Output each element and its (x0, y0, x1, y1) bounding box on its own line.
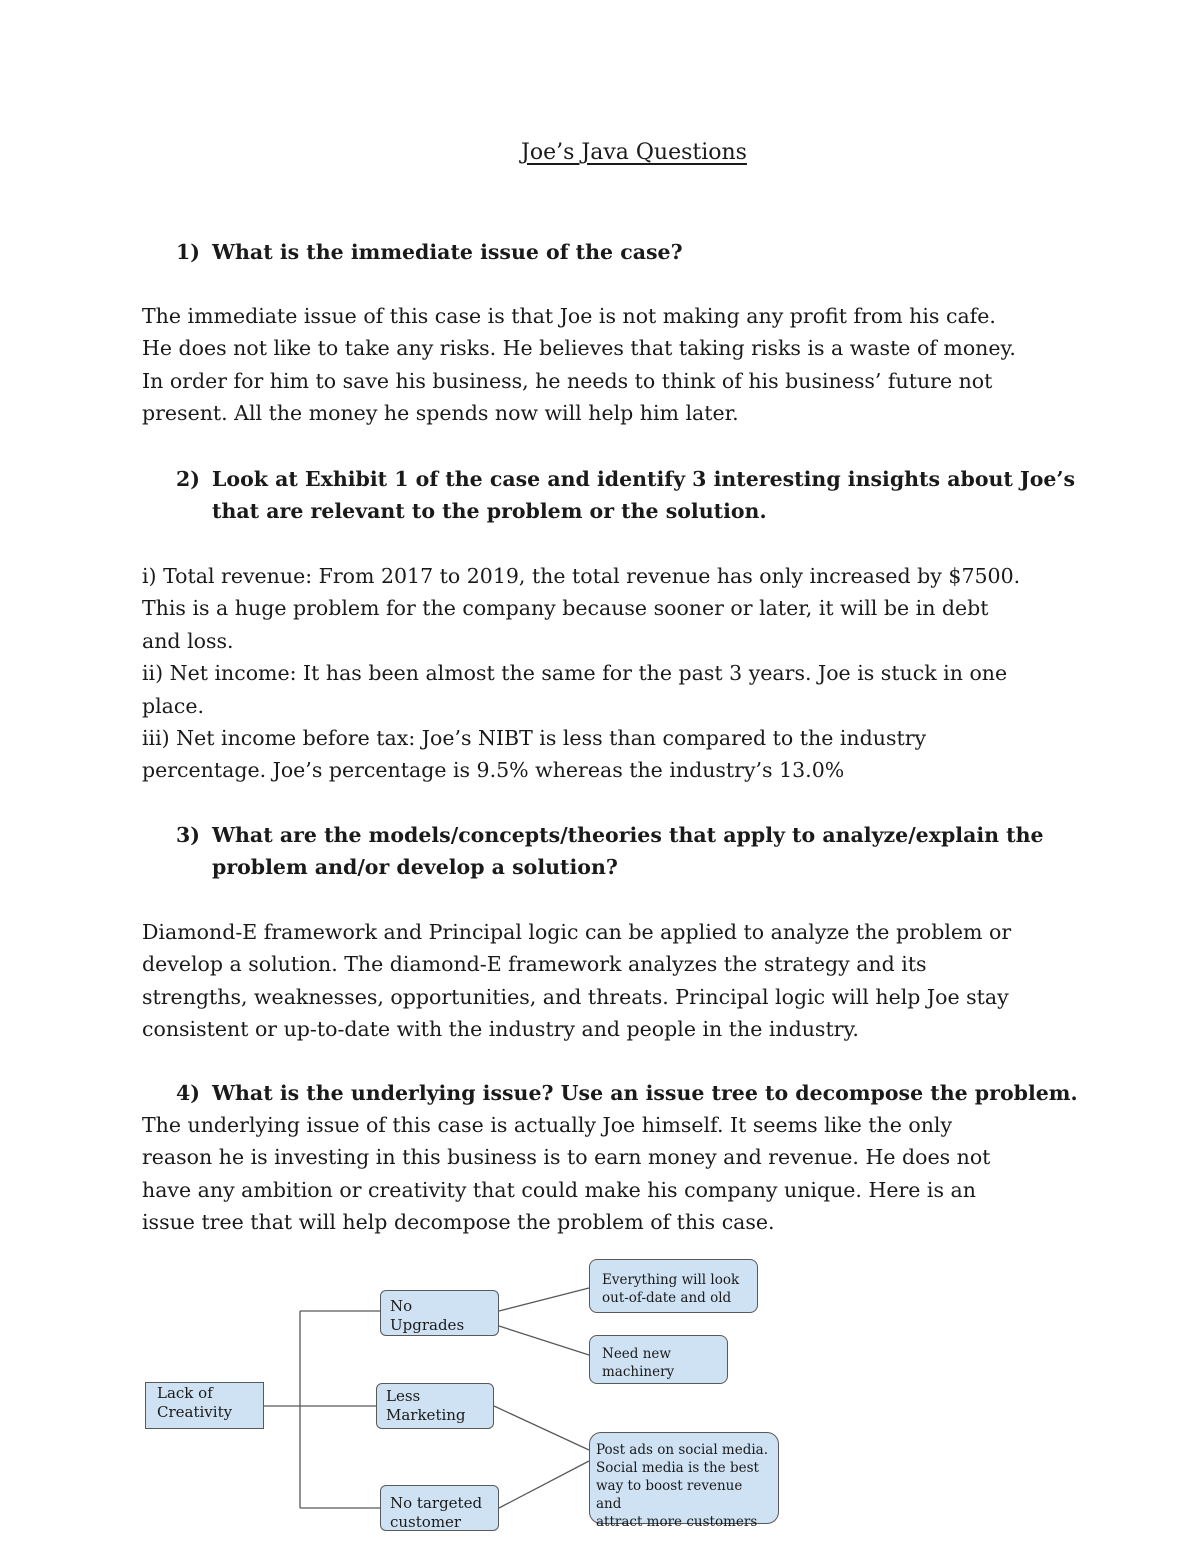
node-line: customer (390, 1513, 462, 1531)
answer-line: and loss. (142, 628, 234, 653)
answer-line: have any ambition or creativity that could make his company unique. Here is an (142, 1177, 976, 1202)
node-line: Need new (602, 1346, 671, 1362)
question-number: 4) (176, 1081, 200, 1105)
answer-line: consistent or up-to-date with the industry and people in the industry. (142, 1017, 859, 1042)
tree-node-leaf-outdated (589, 1259, 758, 1313)
node-line: Creativity (157, 1403, 233, 1421)
answer-line: percentage. Joe’s percentage is 9.5% whereas the industry’s 13.0% (142, 758, 845, 783)
node-line: Lack of (157, 1384, 213, 1402)
answer-line: In order for him to save his business, he needs to think of his business’ future not (142, 368, 993, 393)
node-line: out-of-date and old (602, 1290, 732, 1306)
answer-line: The immediate issue of this case is that Joe is not making any profit from his cafe. (142, 304, 996, 328)
tree-node-branch-marketing (376, 1383, 494, 1429)
answer-line: strengths, weaknesses, opportunities, and threats. Principal logic will help Joe stay (142, 984, 1009, 1009)
tree-node-branch-customer (380, 1485, 499, 1531)
node-line: machinery (602, 1364, 675, 1380)
answer-line: ii) Net income: It has been almost the same for the past 3 years. Joe is stuck in one (142, 661, 1008, 686)
node-line: No targeted (390, 1494, 483, 1512)
connector-customer-socialmedia (499, 1461, 589, 1508)
node-line: attract more customers (596, 1514, 758, 1530)
node-line: Upgrades (390, 1316, 465, 1334)
answer-line: develop a solution. The diamond-E framework analyzes the strategy and its (142, 952, 927, 977)
answer-line: The underlying issue of this case is actually Joe himself. It seems like the only (142, 1113, 953, 1137)
question-number: 2) (176, 467, 200, 491)
question-text: What are the models/concepts/theories that apply to analyze/explain the (212, 823, 1044, 847)
answer-line: place. (142, 693, 205, 718)
answer-line: iii) Net income before tax: Joe’s NIBT is less than compared to the industry (142, 726, 927, 751)
question-text: What is the immediate issue of the case? (212, 240, 683, 264)
question-text: What is the underlying issue? Use an issue tree to decompose the problem. (212, 1081, 1078, 1105)
node-line: way to boost revenue and (596, 1478, 743, 1512)
connector-upgrades-machinery (499, 1326, 589, 1355)
tree-node-branch-upgrades (380, 1290, 499, 1336)
tree-node-leaf-machinery (589, 1335, 728, 1384)
tree-node-root (145, 1382, 264, 1429)
question-number: 1) (176, 240, 200, 264)
question-number: 3) (176, 823, 200, 847)
answer-line: He does not like to take any risks. He believes that taking risks is a waste of money. (142, 336, 1016, 361)
node-line: Marketing (386, 1406, 466, 1424)
node-line: Everything will look (602, 1272, 740, 1288)
answer-line: i) Total revenue: From 2017 to 2019, the total revenue has only increased by $7500. (142, 564, 1021, 588)
question-text: that are relevant to the problem or the solution. (212, 499, 767, 523)
node-line: Social media is the best (596, 1460, 759, 1476)
question-text: problem and/or develop a solution? (212, 855, 618, 879)
answer-line: present. All the money he spends now will help him later. (142, 401, 739, 426)
answer-line: reason he is investing in this business is to earn money and revenue. He does not (142, 1145, 991, 1170)
connector-marketing-socialmedia (494, 1406, 589, 1450)
tree-node-leaf-social-media (589, 1432, 779, 1530)
document-title: Joe’s Java Questions (521, 140, 747, 165)
node-line: Less (386, 1387, 421, 1405)
node-line: Post ads on social media. (596, 1442, 769, 1458)
connector-upgrades-outdated (499, 1288, 589, 1311)
answer-line: Diamond-E framework and Principal logic can be applied to analyze the problem or (142, 920, 1012, 944)
question-text: Look at Exhibit 1 of the case and identify 3 interesting insights about Joe’s (212, 467, 1076, 491)
answer-line: This is a huge problem for the company because sooner or later, it will be in debt (142, 596, 989, 621)
node-line: No (390, 1297, 413, 1315)
answer-line: issue tree that will help decompose the problem of this case. (142, 1210, 775, 1235)
